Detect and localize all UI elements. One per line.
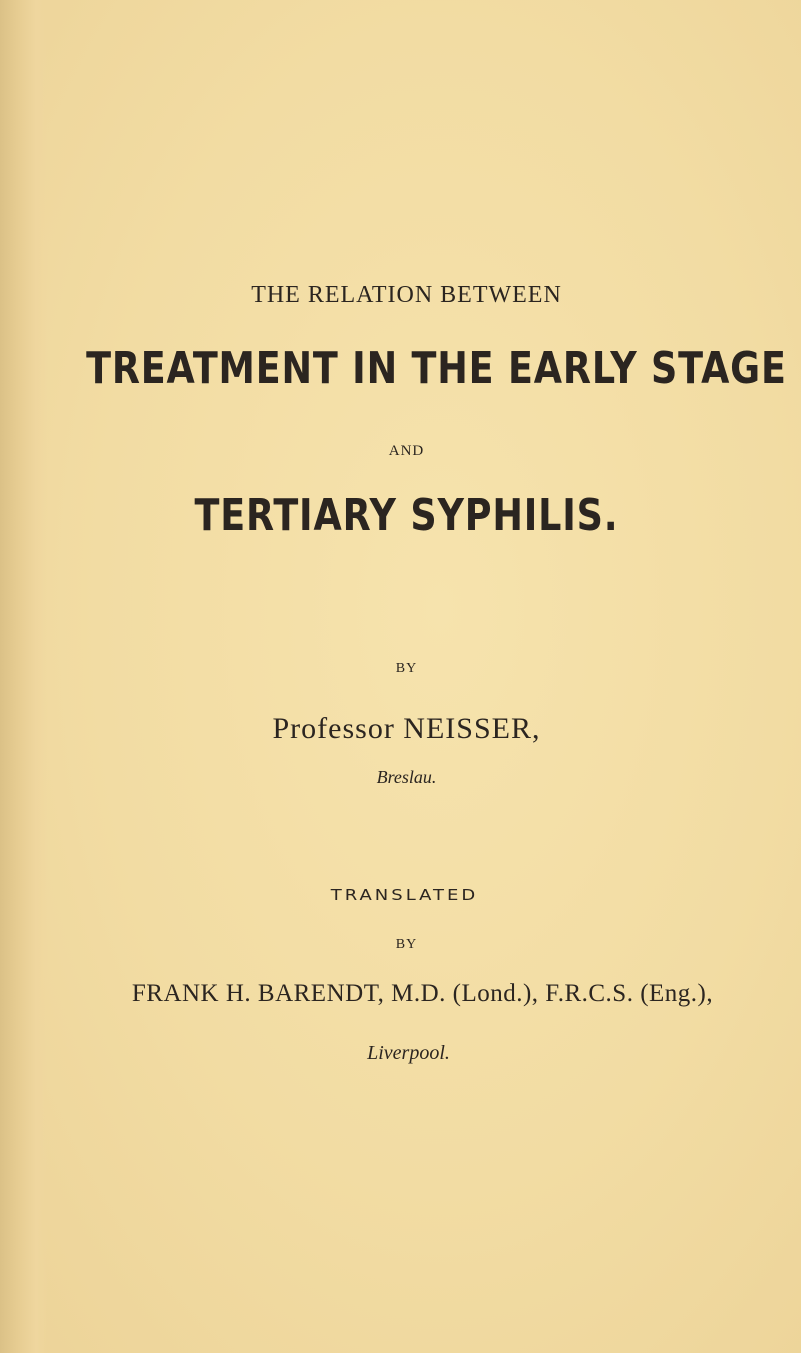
main-title: TREATMENT IN THE EARLY STAGE [86, 343, 787, 394]
translator-affiliation: Liverpool. [367, 1042, 450, 1064]
title-lead-line: THE RELATION BETWEEN [251, 282, 562, 308]
translator-name: FRANK H. BARENDT, M.D. (Lond.), F.R.C.S. (Eng.), [131, 980, 714, 1007]
author-byline-label: BY [395, 661, 418, 676]
translated-label: TRANSLATED [330, 886, 479, 905]
author-affiliation: Breslau. [376, 767, 437, 787]
title-conjunction: AND [388, 443, 425, 459]
secondary-title: TERTIARY SYPHILIS. [194, 490, 619, 541]
translator-byline-label: BY [395, 937, 418, 952]
author-name: Professor NEISSER, [272, 712, 541, 745]
